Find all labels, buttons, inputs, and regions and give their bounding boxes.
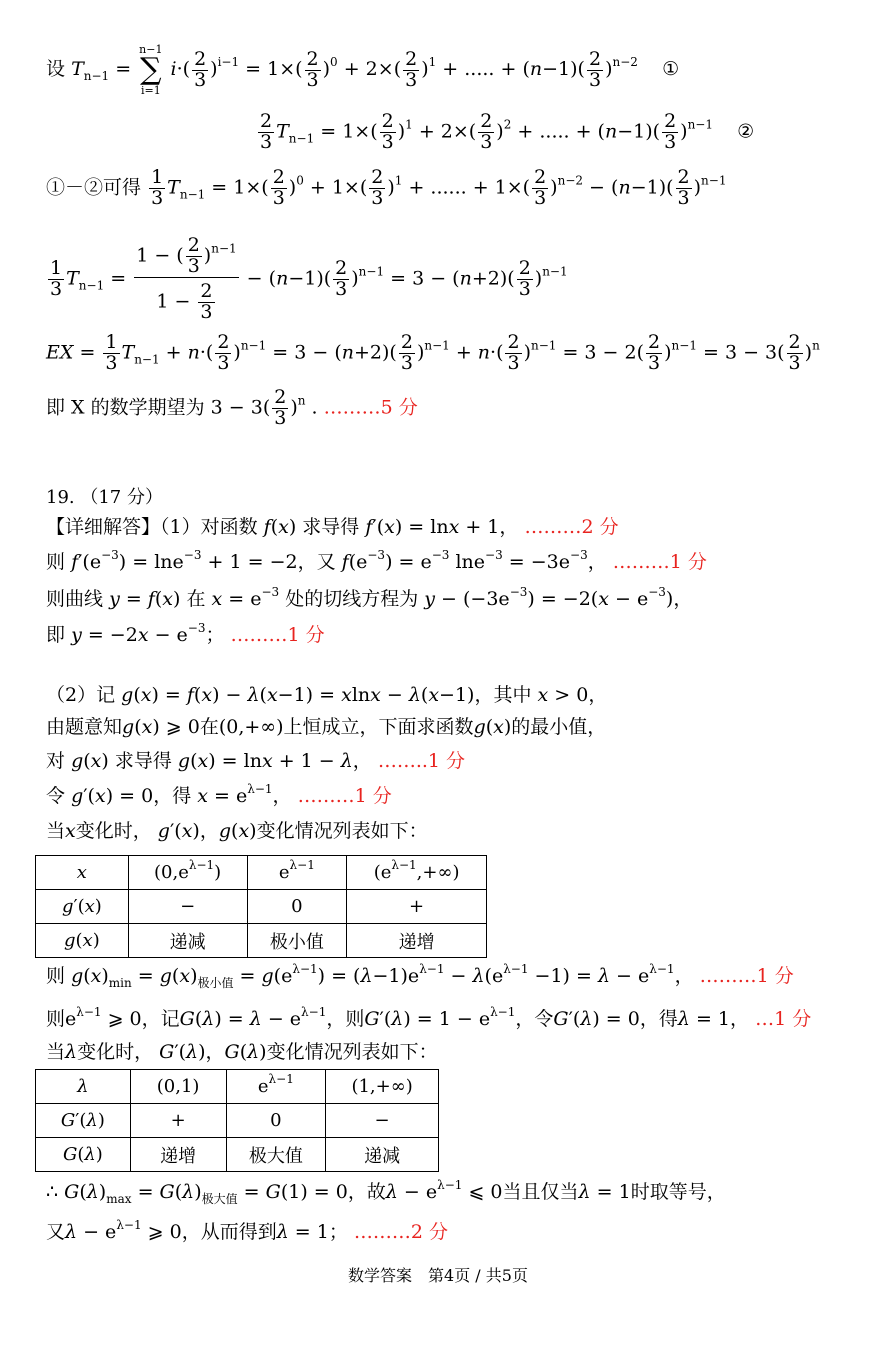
table2-header-interval1: (0,1) [130,1070,226,1104]
q19-part1-line1: 【详细解答】（1）对函数 f(x) 求导得 f′(x) = lnx + 1， ………2 分 [46,516,619,538]
table2-cell: − [326,1104,439,1138]
conclusion-line: 即 X 的数学期望为 3 − 3( $\frac{2}{3}$ )$^n$ . ………5 分 [46,386,418,429]
q19-part2-G-vary-line: 当λ变化时， G′(λ)，G(λ)变化情况列表如下： [46,1041,438,1063]
q19-part2-line1: （2）记 g(x) = f(x) − λ(x−1) = xlnx − λ(x−1)，其中 x > 0， [46,684,608,706]
table2-row-derivative-label: G′(λ) [36,1104,131,1138]
table2-header-point: $e^{\lambda-1}$ [226,1070,326,1104]
q19-part2-min-line: 则 $g(x)_{min} = g(x)_{极小值} = g(e^{\lambda-1}) = (\lambda-1)e^{\lambda-1} - \lambda(e^{\lambda-1} -1) = \lambda - e^{\lambda-1}$， ………1 分 [46,962,794,990]
table1-cell: 递减 [128,924,247,958]
eq-t-sum: 设 $T_{n-1}$ = n−1 ∑ i=1 i·( $\frac{2}{3}$ )$^{i-1}$ = 1×( $\frac{2}{3}$ )$^0$ + 2×( $\frac{2}{3}$ )$^1$ + ..... + (n−1)( $\frac{2}{3}$ )$^{n-2}$ ① [46,43,680,97]
table1-row-derivative-label: g′(x) [36,890,129,924]
table1-cell: 0 [247,890,347,924]
table1-header-interval1: $(0,e^{\lambda-1})$ [128,856,247,890]
eq-two-thirds-t: $\frac{2}{3}$ $T_{n-1} = 1\times$( $\frac{2}{3}$ )$^1$ + 2×( $\frac{2}{3}$ )$^2$ + ..... + (n−1)( $\frac{2}{3}$ )$^{n-1}$ ② [260,110,755,153]
q19-part1-line2: 则 $f'(e^{-3}) = \ln e^{-3} + 1 = -2$，又 $f(e^{-3}) = e^{-3}$ $\ln e^{-3} = -3e^{-3}$， ………1 分 [46,548,707,573]
table1-cell: − [128,890,247,924]
eq-expectation: EX = $\frac{1}{3}$ $T_{n-1} + n\cdot$( $\frac{2}{3}$ )$^{n-1}$ = 3 − (n+2)( $\frac{2}{3}$ )$^{n-1}$ + n·( $\frac{2}{3}$ )$^{n-1}$ = 3 − 2( $\frac{2}{3}$ )$^{n-1}$ = 3 − 3( $\frac{2}{3}$ )$^n$ [46,331,820,374]
table2-cell: 递增 [130,1138,226,1172]
q19-part1-line3: 则曲线 y = f(x) 在 $x = e^{-3}$ 处的切线方程为 $y - (-3e^{-3}) = -2(x - e^{-3})$， [46,585,693,610]
q19-part2-line3: 对 g(x) 求导得 g(x) = lnx + 1 − λ， ……..1 分 [46,750,466,772]
table2-cell: 极大值 [226,1138,326,1172]
q19-heading: 19. （17 分） [46,487,163,508]
table1-header-x: x [36,856,129,890]
q19-part2-line5: 当x变化时， g′(x)，g(x)变化情况列表如下： [46,820,428,842]
table1-header-interval2: $(e^{\lambda-1},+\infty)$ [347,856,487,890]
table1-cell: 极小值 [247,924,347,958]
table1-cell: + [347,890,487,924]
table2-header-lambda: λ [36,1070,131,1104]
table2-cell: 递减 [326,1138,439,1172]
table1-row-function-label: g(x) [36,924,129,958]
score-5: ………5 分 [323,396,418,419]
table2-cell: + [130,1104,226,1138]
q19-part2-line4: 令 g′(x) = 0，得 $x = e^{\lambda-1}$， ………1 分 [46,782,392,807]
variation-table-G [35,1069,439,1172]
page-footer: 数学答案 第4页 / 共5页 [348,1266,528,1285]
table2-cell: 0 [226,1104,326,1138]
q19-part2-final-line: 又$\lambda - e^{\lambda-1}$ ⩾ 0，从而得到λ = 1； ………2 分 [46,1218,449,1243]
table2-header-interval2: (1,+∞) [326,1070,439,1104]
table2-row-function-label: G(λ) [36,1138,131,1172]
eq-one-third-t: $\frac{1}{3}$ $T_{n-1}$ = 1 − ( $\frac{2}{3}$ )$^{n-1}$ 1 − $\frac{2}{3}$ − (n−1)( $\frac{2}{3}$ )$^{n-1}$ = 3 − (n+2)( $\frac{2}{3}$ )$^{n-1}$ [50,234,568,323]
q19-part2-line2: 由题意知g(x) ⩾ 0在(0,+∞)上恒成立，下面求函数g(x)的最小值， [46,716,607,738]
q19-part1-line4: 即 $y = -2x - e^{-3}$； ………1 分 [46,621,325,646]
table1-cell: 递增 [347,924,487,958]
eq-difference: ①－②可得 $\frac{1}{3}$ $T_{n-1} = 1\times$( $\frac{2}{3}$ )$^0$ + 1×( $\frac{2}{3}$ )$^1$ + ...... + 1×( $\frac{2}{3}$ )$^{n-2}$ − (n−1)( $\frac{2}{3}$ )$^{n-1}$ [46,166,727,209]
variation-table-g [35,855,487,958]
q19-part2-max-line: ∴ $G(\lambda)_{max} = G(\lambda)_{极大值} = G(1) = 0$，故$\lambda - e^{\lambda-1}$ ⩽ 0当且仅当λ = 1时取等号， [46,1178,726,1206]
q19-part2-G-line: 则$e^{\lambda-1}$ ⩾ 0，记$G(\lambda) = \lambda - e^{\lambda-1}$，则$G'(\lambda) = 1 - e^{\lambda-1}$，令G′(λ) = 0，得λ = 1， …1 分 [46,1005,812,1030]
table1-header-point: $e^{\lambda-1}$ [247,856,347,890]
